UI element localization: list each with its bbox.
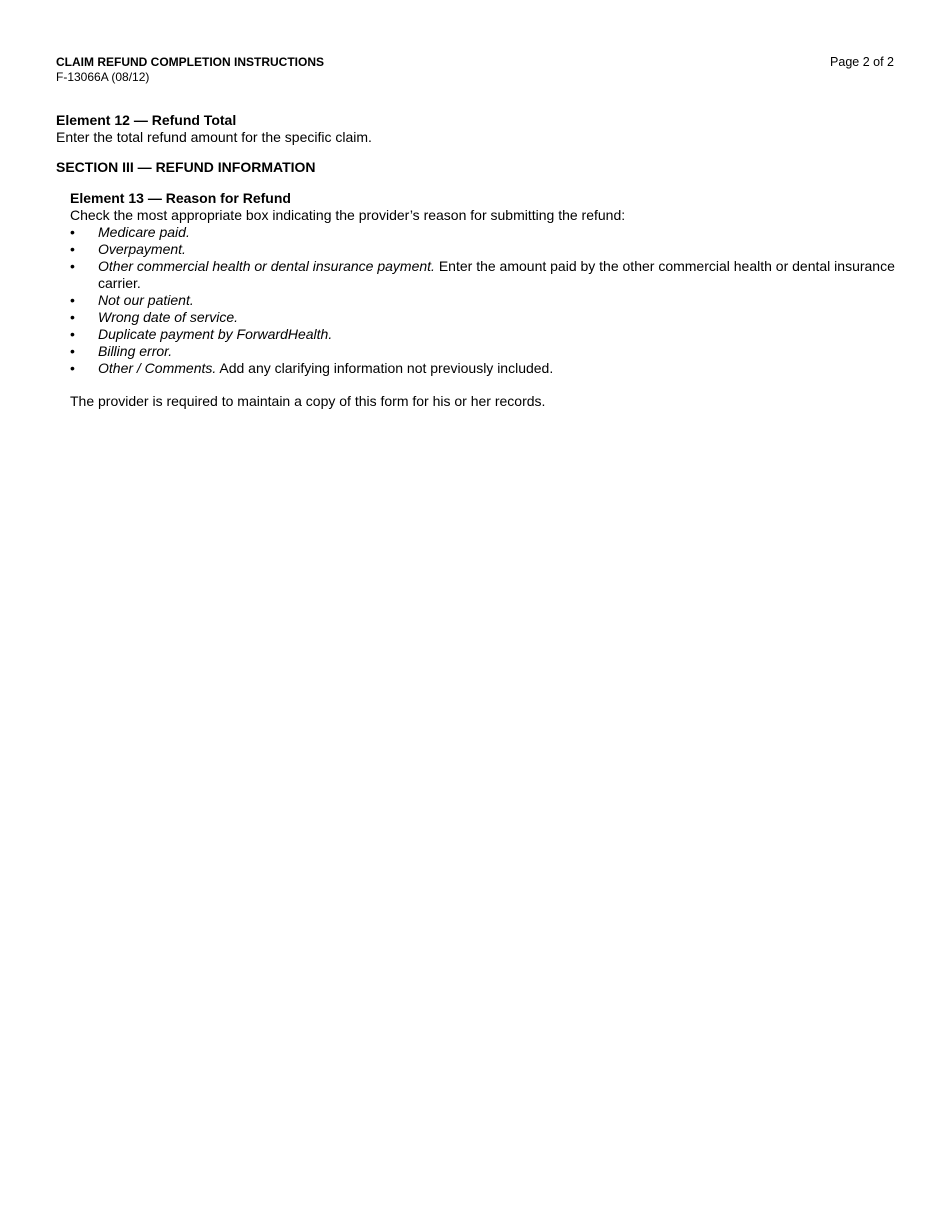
bullet-icon: • xyxy=(70,241,75,257)
reason-label: Billing error. xyxy=(98,343,173,359)
list-item xyxy=(70,360,896,377)
list-item xyxy=(70,241,896,258)
bullet-icon: • xyxy=(70,343,75,359)
list-item xyxy=(70,292,896,309)
reason-label: Other / Comments. xyxy=(98,360,217,376)
section-3-heading: SECTION III — REFUND INFORMATION xyxy=(56,159,316,175)
page-number: Page 2 of 2 xyxy=(830,55,894,69)
element-12-block xyxy=(56,112,896,146)
list-item xyxy=(70,258,896,292)
list-item xyxy=(70,309,896,326)
list-item xyxy=(70,343,896,360)
element-12-description: Enter the total refund amount for the specific claim. xyxy=(56,129,372,145)
element-13-intro: Check the most appropriate box indicating the provider’s reason for submitting the refund: xyxy=(70,207,626,223)
bullet-icon: • xyxy=(70,326,75,342)
list-item xyxy=(70,326,896,343)
bullet-icon: • xyxy=(70,258,75,274)
element-13-title: Element 13 — Reason for Refund xyxy=(70,190,291,206)
element-13-block xyxy=(70,190,896,224)
reason-detail: Enter the amount paid by the other commercial health or dental insurance carrier. xyxy=(98,258,895,291)
reason-label: Other commercial health or dental insurance payment. xyxy=(98,258,435,274)
bullet-icon: • xyxy=(70,360,75,376)
bullet-icon: • xyxy=(70,309,75,325)
list-item xyxy=(70,224,896,241)
bullet-icon: • xyxy=(70,292,75,308)
document-title: CLAIM REFUND COMPLETION INSTRUCTIONS xyxy=(56,55,324,69)
document-body xyxy=(56,112,896,410)
reason-label: Overpayment. xyxy=(98,241,186,257)
reason-label: Duplicate payment by ForwardHealth. xyxy=(98,326,333,342)
element-12-title: Element 12 — Refund Total xyxy=(56,112,237,128)
closing-note: The provider is required to maintain a copy of this form for his or her records. xyxy=(70,393,546,409)
refund-reason-list xyxy=(70,224,896,377)
reason-label: Medicare paid. xyxy=(98,224,190,240)
reason-label: Not our patient. xyxy=(98,292,194,308)
bullet-icon: • xyxy=(70,224,75,240)
reason-detail: Add any clarifying information not previously included. xyxy=(216,360,554,376)
reason-label: Wrong date of service. xyxy=(98,309,239,325)
form-number: F-13066A (08/12) xyxy=(56,70,150,84)
